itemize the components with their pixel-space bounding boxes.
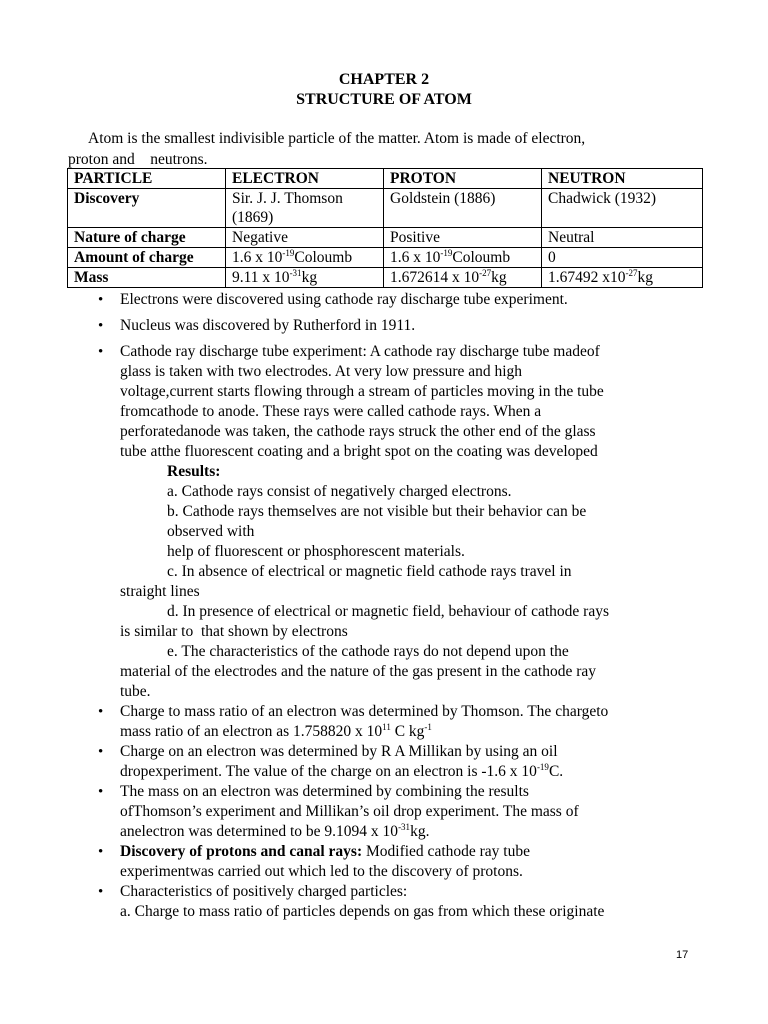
bullet-icon: •	[98, 844, 104, 860]
item-text: Nucleus was discovered by Rutherford in 1911.	[120, 317, 416, 334]
result-line: is similar to that shown by electrons	[120, 623, 348, 640]
cell-proton: Positive	[384, 228, 542, 248]
result-text: d. In presence of electrical or magnetic field, behaviour of cathode rays	[167, 603, 609, 620]
cell-proton	[384, 248, 542, 268]
list-item	[0, 882, 695, 922]
table-header-row	[68, 169, 703, 189]
result-line	[0, 602, 695, 622]
value-base: 9.11 x 10	[232, 269, 290, 286]
result-line: b. Cathode rays themselves are not visible but their behavior can be	[167, 503, 587, 520]
item-line: glass is taken with two electrodes. At very low pressure and high	[120, 363, 523, 380]
list-item	[0, 842, 695, 882]
cell-electron	[226, 189, 384, 228]
list-item	[0, 290, 695, 310]
item-line: tube atthe fluorescent coating and a bright spot on the coating was developed	[120, 443, 598, 460]
value-base: 1.6 x 10	[390, 249, 441, 266]
intro-line-1: Atom is the smallest indivisible particle of the matter. Atom is made of electron,	[88, 130, 586, 147]
item-text: Electrons were discovered using cathode ray discharge tube experiment.	[120, 291, 568, 308]
bullet-icon: •	[98, 744, 104, 760]
header-electron: ELECTRON	[226, 169, 384, 189]
list-item	[0, 342, 695, 462]
cell-neutron	[542, 268, 703, 288]
result-line: tube.	[120, 683, 151, 700]
value-base: 1.672614 x 10	[390, 269, 480, 286]
text-part: dropexperiment. The value of the charge on an electron is -1.6 x 10	[120, 763, 537, 780]
value-unit: Coloumb	[294, 249, 353, 266]
text-part: C.	[548, 763, 564, 780]
bullet-list	[0, 290, 768, 922]
list-item	[0, 742, 695, 782]
bullet-icon: •	[98, 344, 104, 360]
value-unit: Coloumb	[452, 249, 511, 266]
intro-line-2: proton and neutrons.	[68, 151, 208, 168]
cell-neutron: Chadwick (1932)	[542, 189, 703, 228]
value-base: 1.6 x 10	[232, 249, 283, 266]
item-line: a. Charge to mass ratio of particles depends on gas from which these originate	[120, 903, 605, 920]
exponent: 11	[382, 721, 391, 732]
intro-paragraph	[68, 128, 708, 170]
cell-line: (1869)	[232, 209, 274, 226]
item-line: perforatedanode was taken, the cathode rays struck the other end of the glass	[120, 423, 596, 440]
item-line: ofThomson’s experiment and Millikan’s oil drop experiment. The mass of	[120, 803, 579, 820]
cell-electron	[226, 268, 384, 288]
result-line: a. Cathode rays consist of negatively charged electrons.	[167, 483, 512, 500]
results-heading	[0, 462, 697, 482]
result-line	[0, 642, 695, 662]
text-part: kg.	[410, 823, 430, 840]
bullet-icon: •	[98, 884, 104, 900]
list-item	[0, 316, 695, 336]
value-unit: kg	[491, 269, 507, 286]
table-row-mass	[68, 268, 703, 288]
results-section	[0, 462, 768, 702]
result-line: material of the electrodes and the nature of the gas present in the cathode ray	[120, 663, 596, 680]
header-particle: PARTICLE	[68, 169, 226, 189]
cell-line: Sir. J. J. Thomson	[232, 190, 343, 207]
table-row-nature	[68, 228, 703, 248]
bullet-icon: •	[98, 318, 104, 334]
row-label: Amount of charge	[68, 248, 226, 268]
item-line	[120, 722, 695, 742]
results-heading-text: Results:	[167, 463, 221, 480]
row-label: Discovery	[68, 189, 226, 228]
cell-electron: Negative	[226, 228, 384, 248]
exponent: -19	[536, 761, 549, 772]
exponent: -1	[424, 721, 432, 732]
table-row-amount	[68, 248, 703, 268]
cell-proton: Goldstein (1886)	[384, 189, 542, 228]
text-part: Modified cathode ray tube	[362, 843, 530, 860]
chapter-title: STRUCTURE OF ATOM	[296, 91, 472, 108]
value-unit: kg	[301, 269, 318, 286]
text-part: C kg	[390, 723, 425, 740]
particle-table	[67, 168, 703, 288]
table-row-discovery	[68, 189, 703, 228]
cell-electron	[226, 248, 384, 268]
item-line: Charge to mass ratio of an electron was determined by Thomson. The chargeto	[120, 703, 609, 720]
item-line: Characteristics of positively charged particles:	[120, 883, 408, 900]
row-label: Mass	[68, 268, 226, 288]
item-line	[120, 762, 695, 782]
row-label: Nature of charge	[68, 228, 226, 248]
bullet-icon: •	[98, 704, 104, 720]
exponent: -31	[398, 821, 411, 832]
bold-heading: Discovery of protons and canal rays:	[120, 843, 363, 860]
text-part: anelectron was determined to be 9.1094 x 10	[120, 823, 399, 840]
item-line: fromcathode to anode. These rays were called cathode rays. When a	[120, 403, 542, 420]
chapter-number: CHAPTER 2	[338, 71, 430, 88]
result-line: help of fluorescent or phosphorescent materials.	[167, 543, 465, 560]
bullet-icon: •	[98, 292, 104, 308]
value-base: 1.67492 x10	[548, 269, 626, 286]
item-line: Charge on an electron was determined by R A Millikan by using an oil	[120, 743, 558, 760]
value-exponent: -31	[289, 267, 302, 278]
item-line	[120, 822, 695, 842]
item-line: experimentwas carried out which led to the discovery of protons.	[120, 863, 523, 880]
bullet-icon: •	[98, 784, 104, 800]
result-text: e. The characteristics of the cathode rays do not depend upon the	[167, 643, 569, 660]
result-line: observed with	[167, 523, 255, 540]
result-text: c. In absence of electrical or magnetic field cathode rays travel in	[167, 563, 572, 580]
text-part: mass ratio of an electron as 1.758820 x 10	[120, 723, 383, 740]
item-line	[120, 842, 695, 862]
item-line: The mass on an electron was determined by combining the results	[120, 783, 529, 800]
page-number: 17	[676, 949, 689, 961]
cell-proton	[384, 268, 542, 288]
item-line: Cathode ray discharge tube experiment: A cathode ray discharge tube madeof	[120, 343, 600, 360]
value-exponent: -27	[479, 267, 492, 278]
value-exponent: -19	[440, 247, 453, 258]
value-unit: kg	[637, 269, 653, 286]
header-neutron: NEUTRON	[542, 169, 703, 189]
item-line: voltage,current starts flowing through a stream of particles moving in the tube	[120, 383, 604, 400]
list-item	[0, 782, 695, 842]
list-item	[0, 702, 695, 742]
cell-neutron: 0	[542, 248, 703, 268]
result-line	[0, 562, 695, 582]
result-line: straight lines	[120, 583, 200, 600]
header-proton: PROTON	[384, 169, 542, 189]
value-exponent: -19	[282, 247, 295, 258]
value-exponent: -27	[625, 267, 638, 278]
cell-neutron: Neutral	[542, 228, 703, 248]
